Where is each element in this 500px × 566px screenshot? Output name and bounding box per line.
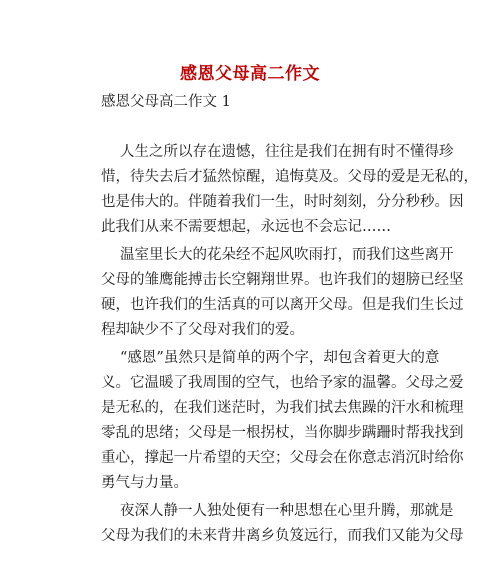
text-line: 硬，也许我们的生活真的可以离开父母。但是我们生长过 [101, 297, 464, 313]
text-line: 义。它温暖了我周围的空气，也给予家的温馨。父母之爱 [101, 375, 464, 391]
text-line: 此我们从来不需要想起，永远也不会忘记…… [101, 219, 391, 235]
text-line: 重心，撑起一片希望的天空；父母会在你意志消沉时给你 [101, 450, 464, 466]
paragraph-4 [101, 499, 464, 549]
text-line: 父母为我们的未来背井离乡负笈远行，而我们又能为父母 [101, 528, 464, 544]
text-line: 惜，待失去后才猛然惊醒，追悔莫及。父母的爱是无私的， [101, 169, 478, 185]
text-line: 程却缺少不了父母对我们的爱。 [101, 322, 304, 338]
text-line: 父母的雏鹰能搏击长空翱翔世界。也许我们的翅膀已经坚 [101, 272, 464, 288]
text-line: 零乱的思绪；父母是一根拐杖，当你脚步蹒跚时帮我找到 [101, 425, 464, 441]
paragraph-1 [101, 140, 478, 240]
text-line: 是无私的，在我们迷茫时，为我们拭去焦躁的汗水和梳理 [101, 400, 464, 416]
text-line: “感恩”虽然只是简单的两个字，却包含着更大的意 [120, 350, 440, 366]
text-line: 勇气与力量。 [101, 475, 188, 491]
text-line: 人生之所以存在遗憾，往往是我们在拥有时不懂得珍 [120, 144, 454, 160]
paragraph-2 [101, 243, 464, 343]
text-line: 夜深人静一人独处便有一种思想在心里升腾，那就是 [120, 503, 454, 519]
text-line: 也是伟大的。伴随着我们一生，时时刻刻，分分秒秒。因 [101, 194, 464, 210]
paragraph-3 [101, 346, 464, 496]
document-body [101, 140, 478, 552]
document-subtitle: 感恩父母高二作文 1 [101, 94, 231, 110]
text-line: 温室里长大的花朵经不起风吹雨打，而我们这些离开 [120, 247, 454, 263]
document-title: 感恩父母高二作文 [180, 64, 320, 84]
